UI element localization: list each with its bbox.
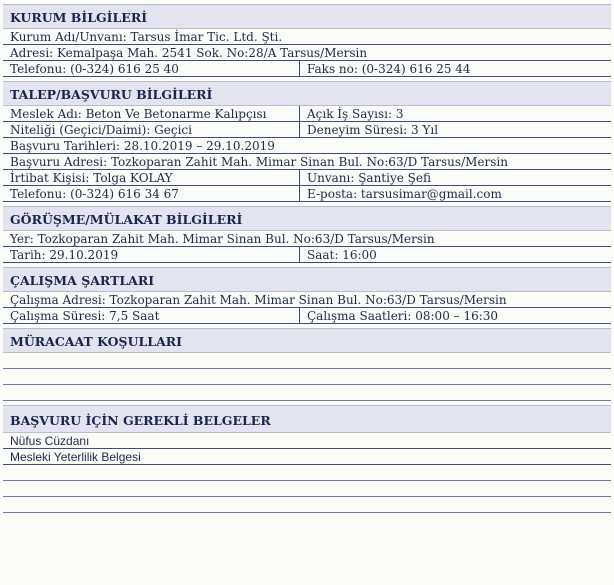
calisma-adres-value: Çalışma Adresi: Tozkoparan Zahit Mah. Mimar Sinan Bul. No:63/D Tarsus/Mersin: [10, 293, 507, 307]
document-item: [3, 449, 611, 465]
irtibat-value: İrtibat Kişisi: Tolga KOLAY: [3, 170, 300, 185]
kurum-telefon-value: Telefonu: (0-324) 616 25 40: [3, 61, 300, 76]
document-item: [3, 433, 611, 449]
muracaat-blank-line: [3, 385, 611, 401]
section-header-muracaat: MÜRACAAT KOŞULLARI: [3, 328, 611, 353]
row-gorusme-zaman: [3, 247, 611, 263]
gorusme-yer-value: Yer: Tozkoparan Zahit Mah. Mimar Sinan Bul. No:63/D Tarsus/Mersin: [10, 232, 435, 246]
muracaat-blank-line: [3, 369, 611, 385]
row-talep-iletisim: [3, 186, 611, 202]
calisma-sure-value: Çalışma Süresi: 7,5 Saat: [3, 308, 300, 323]
gorusme-tarih-value: Tarih: 29.10.2019: [3, 247, 300, 262]
section-header-talep: TALEP/BAŞVURU BİLGİLERİ: [3, 81, 611, 106]
basvuru-tarihleri-value: Başvuru Tarihleri: 28.10.2019 – 29.10.2019: [10, 139, 275, 153]
kurum-faks-value: Faks no: (0-324) 616 25 44: [307, 62, 471, 76]
row-irtibat: [3, 170, 611, 186]
row-basvuru-adresi: [3, 154, 611, 170]
row-nitelik: [3, 122, 611, 138]
row-meslek: [3, 106, 611, 122]
belgeler-blank-line: [3, 497, 611, 513]
gorusme-saat-value: Saat: 16:00: [307, 248, 377, 262]
talep-telefon-value: Telefonu: (0-324) 616 34 67: [3, 186, 300, 201]
row-gorusme-yer: [3, 231, 611, 247]
muracaat-blank-line: [3, 353, 611, 369]
document-item-label: Nüfus Cüzdanı: [10, 434, 90, 448]
meslek-value: Meslek Adı: Beton Ve Betonarme Kalıpçısı: [3, 106, 300, 121]
job-posting-form: [3, 4, 611, 513]
section-header-gorusme: GÖRÜŞME/MÜLAKAT BİLGİLERİ: [3, 206, 611, 231]
row-kurum-adres: [3, 45, 611, 61]
document-item-label: Mesleki Yeterlilik Belgesi: [10, 450, 141, 464]
acik-is-value: Açık İş Sayısı: 3: [307, 107, 404, 121]
basvuru-adresi-value: Başvuru Adresi: Tozkoparan Zahit Mah. Mimar Sinan Bul. No:63/D Tarsus/Mersin: [10, 155, 508, 169]
row-kurum-iletisim: [3, 61, 611, 77]
eposta-value: E-posta: tarsusimar@gmail.com: [307, 187, 502, 201]
row-calisma-adres: [3, 292, 611, 308]
section-header-kurum: KURUM BİLGİLERİ: [3, 4, 611, 29]
row-basvuru-tarihleri: [3, 138, 611, 154]
unvan-value: Unvanı: Şantiye Şefi: [307, 171, 431, 185]
nitelik-value: Niteliği (Geçici/Daimi): Geçici: [3, 122, 300, 137]
section-header-belgeler: BAŞVURU İÇİN GEREKLİ BELGELER: [3, 405, 611, 433]
calisma-saatleri-value: Çalışma Saatleri: 08:00 – 16:30: [307, 309, 499, 323]
row-calisma-sure: [3, 308, 611, 324]
belgeler-blank-line: [3, 465, 611, 481]
deneyim-value: Deneyim Süresi: 3 Yıl: [307, 123, 439, 137]
section-header-calisma: ÇALIŞMA ŞARTLARI: [3, 267, 611, 292]
belgeler-blank-line: [3, 481, 611, 497]
row-kurum-adi: [3, 29, 611, 45]
kurum-adres-value: Adresi: Kemalpaşa Mah. 2541 Sok. No:28/A Tarsus/Mersin: [10, 46, 368, 60]
kurum-adi-value: Kurum Adı/Unvanı: Tarsus İmar Tic. Ltd. Şti.: [10, 30, 283, 44]
